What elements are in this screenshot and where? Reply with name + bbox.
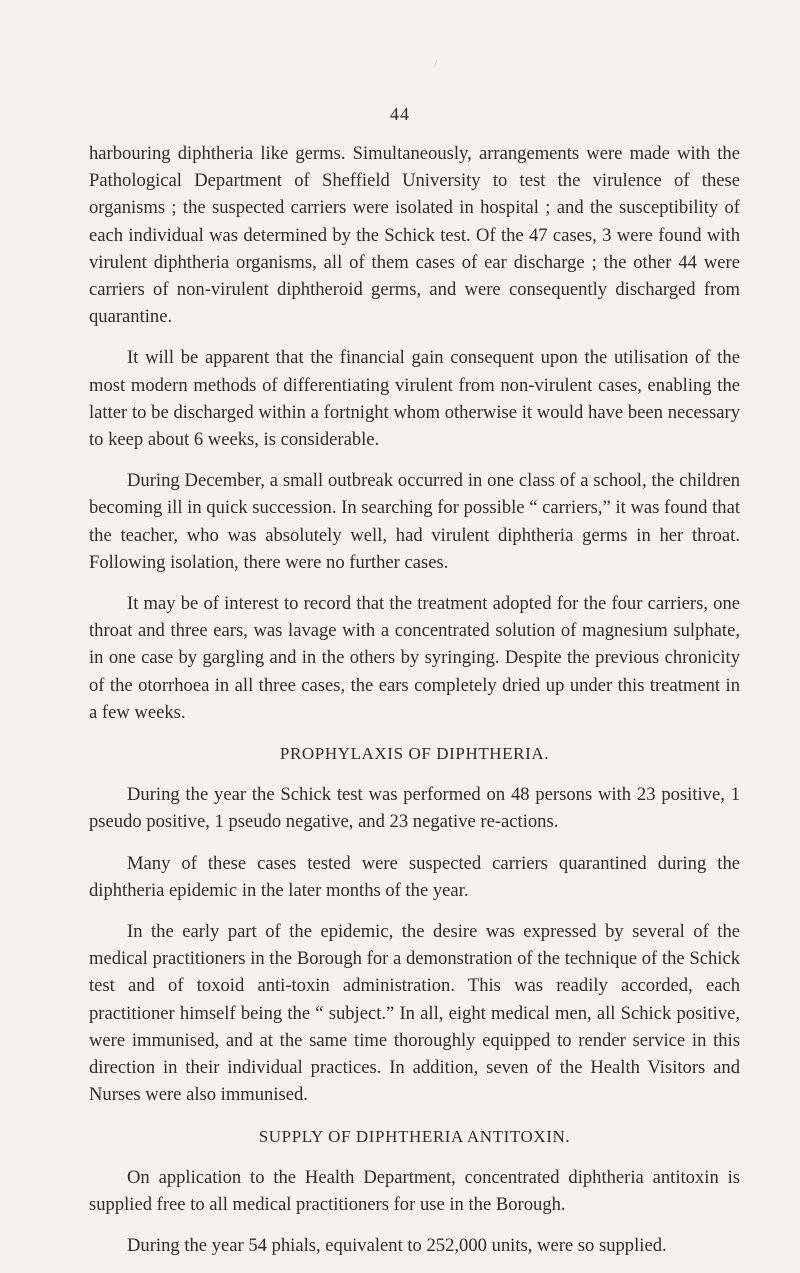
- page-number: 44: [390, 104, 410, 124]
- corner-mark: /: [434, 56, 438, 70]
- paragraph-schick-results: During the year the Schick test was performed on 48 persons with 23 positive, 1 pseudo positive, 1 pseudo negative, and 23 negative re-actions.: [89, 784, 740, 833]
- paragraph-quarantined-carriers: Many of these cases tested were suspected carriers quarantined during the diphtheria epidemic in the later months of the year.: [89, 852, 740, 901]
- paragraph-antitoxin-phials: During the year 54 phials, equivalent to 252,000 units, were so supplied.: [127, 1235, 667, 1257]
- paragraph-immunisation: In the early part of the epidemic, the desire was expressed by several of the medical practitioners in the Borough for a demonstration of the technique of the Schick test and of toxoid anti-toxin administration. This was readily accorded, each practitioner himself being the “ subject.” In all, eight medical men, all Schick positive, were immunised, and at the same time thoroughly equipped to render service in this direction in their individual practices. In addition, seven of the Health Visitors and Nurses were also immunised.: [89, 921, 740, 1106]
- heading-antitoxin-supply: SUPPLY OF DIPHTHERIA ANTITOXIN.: [258, 1126, 571, 1146]
- paragraph-antitoxin-application: On application to the Health Department, concentrated diphtheria antitoxin is supplied free to all medical practitioners for use in the Borough.: [89, 1166, 740, 1215]
- heading-prophylaxis: PROPHYLAXIS OF DIPHTHERIA.: [279, 744, 550, 764]
- paragraph-continuation: harbouring diphtheria like germs. Simultaneously, arrangements were made with the Pathological Department of Sheffield University to test the virulence of these organisms ; the suspected carriers were isolated in hospital ; and the susceptibility of each individual was determined by the Schick test. Of the 47 cases, 3 were found with virulent diphtheria organisms, all of them cases of ear discharge ; the other 44 were carriers of non-virulent diphtheroid germs, and were consequently discharged from quarantine.: [89, 143, 740, 328]
- paragraph-treatment: It may be of interest to record that the treatment adopted for the four carriers, one throat and three ears, was lavage with a concentrated solution of magnesium sulphate, in one case by gargling and in the others by syringing. Despite the previous chronicity of the otorrhoea in all three cases, the ears completely dried up under this treatment in a few weeks.: [89, 593, 740, 723]
- paragraph-financial-gain: It will be apparent that the financial gain consequent upon the utilisation of the most modern methods of differentiating virulent from non-virulent cases, enabling the latter to be discharged within a fortnight whom otherwise it would have been necessary to keep about 6 weeks, is considerable.: [89, 347, 740, 451]
- paragraph-december-outbreak: During December, a small outbreak occurred in one class of a school, the children becoming ill in quick succession. In searching for possible “ carriers,” it was found that the teacher, who was absolutely well, had virulent diphtheria germs in her throat. Following isolation, there were no further cases.: [89, 470, 740, 573]
- document-body: [89, 140, 740, 1273]
